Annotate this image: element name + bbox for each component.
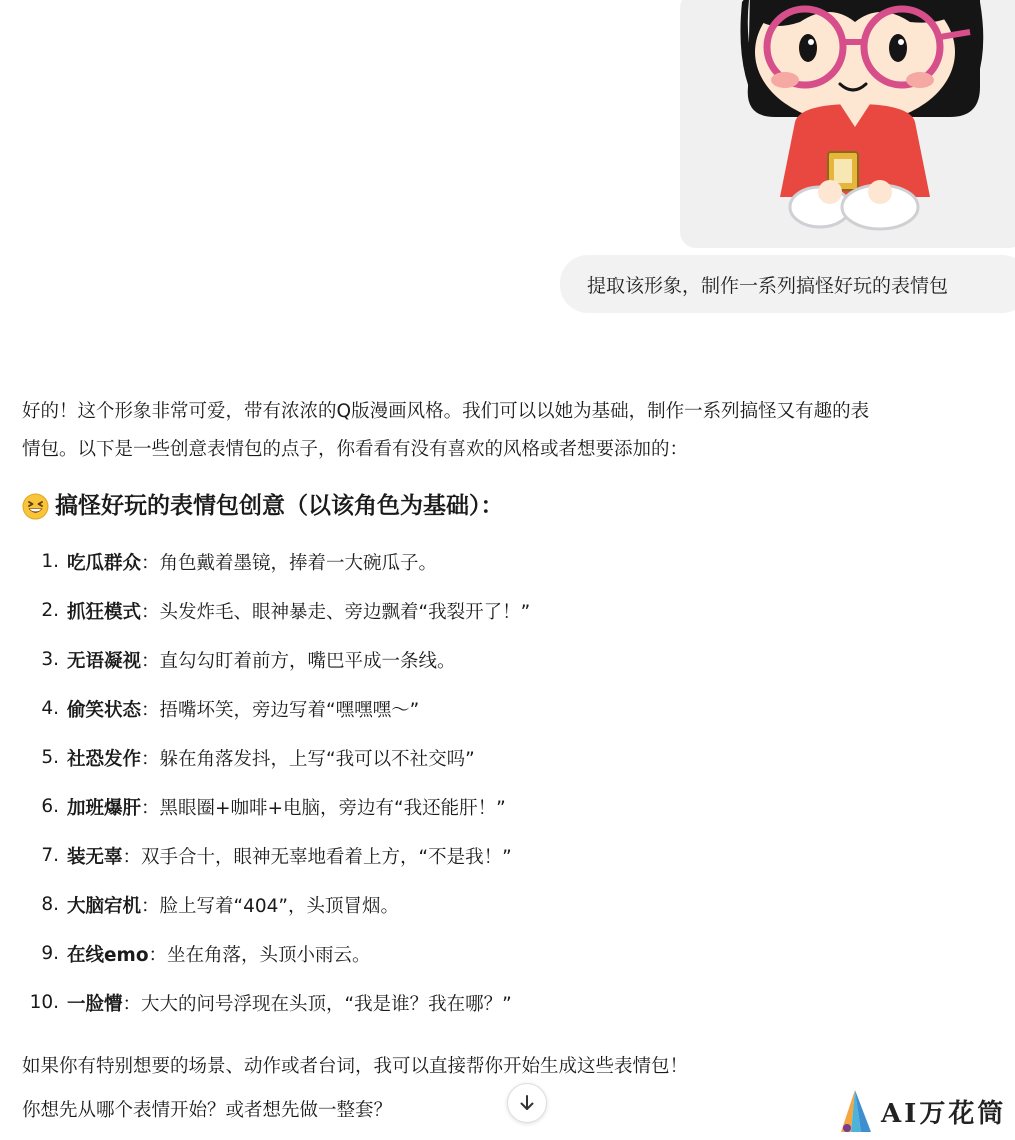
list-item-number: 4. — [41, 698, 59, 719]
cartoon-girl-icon — [680, 0, 1015, 248]
list-item-desc: ：捂嘴坏笑，旁边写着“嘿嘿嘿～” — [141, 699, 420, 721]
list-item-number: 3. — [41, 649, 59, 670]
watermark-logo-icon — [835, 1088, 875, 1134]
list-item-desc: ：大大的问号浮现在头顶，“我是谁？我在哪？” — [122, 993, 512, 1015]
user-message-bubble — [560, 255, 1015, 313]
reply-intro-line-1: 好的！这个形象非常可爱，带有浓浓的Q版漫画风格。我们可以以她为基础，制作一系列搞怪又有趣的表 — [22, 401, 870, 422]
list-item — [22, 537, 1015, 586]
list-item-title: 吃瓜群众 — [67, 552, 142, 574]
assistant-reply — [22, 393, 1015, 1133]
list-item-desc: ：直勾勾盯着前方，嘴巴平成一条线。 — [141, 650, 456, 672]
list-item-title: 一脸懵 — [67, 993, 123, 1015]
list-item-title: 在线emo — [67, 944, 149, 966]
list-item — [22, 635, 1015, 684]
list-item-title: 加班爆肝 — [67, 797, 142, 819]
arrow-down-icon — [517, 1093, 537, 1113]
user-message-text: 提取该形象，制作一系列搞怪好玩的表情包 — [587, 274, 949, 297]
reply-closing-line-1: 如果你有特别想要的场景、动作或者台词，我可以直接帮你开始生成这些表情包！ — [22, 1056, 689, 1077]
list-item-desc: ：黑眼圈+咖啡+电脑，旁边有“我还能肝！” — [141, 797, 506, 819]
watermark-text: AI万花筒 — [881, 1098, 1007, 1129]
list-item-number: 9. — [41, 943, 59, 964]
list-item-number: 5. — [41, 747, 59, 768]
list-item — [22, 880, 1015, 929]
list-item-desc: ：躲在角落发抖，上写“我可以不社交吗” — [141, 748, 475, 770]
list-item-title: 抓狂模式 — [67, 601, 142, 623]
list-item-desc: ：坐在角落，头顶小雨云。 — [148, 944, 371, 966]
uploaded-image[interactable] — [680, 0, 1015, 248]
list-item-number: 2. — [41, 600, 59, 621]
list-item — [22, 978, 1015, 1027]
watermark — [835, 1086, 1010, 1136]
section-heading — [22, 489, 1015, 523]
reply-intro-line-2: 情包。以下是一些创意表情包的点子，你看看有没有喜欢的风格或者想要添加的： — [22, 439, 689, 460]
reply-closing-line-2: 你想先从哪个表情开始？或者想先做一整套？ — [22, 1100, 393, 1121]
list-item-number: 6. — [41, 796, 59, 817]
list-item-title: 大脑宕机 — [67, 895, 142, 917]
list-item — [22, 684, 1015, 733]
list-item-desc: ：双手合十，眼神无辜地看着上方，“不是我！” — [122, 846, 512, 868]
list-item-number: 8. — [41, 894, 59, 915]
list-item — [22, 782, 1015, 831]
list-item — [22, 929, 1015, 978]
grinning-squinting-face-emoji-icon — [22, 493, 49, 520]
list-item-desc: ：脸上写着“404”，头顶冒烟。 — [141, 895, 399, 917]
idea-list — [22, 537, 1015, 1027]
list-item — [22, 733, 1015, 782]
list-item — [22, 586, 1015, 635]
scroll-down-button[interactable] — [507, 1083, 547, 1123]
list-item-title: 社恐发作 — [67, 748, 142, 770]
list-item-desc: ：头发炸毛、眼神暴走、旁边飘着“我裂开了！” — [141, 601, 531, 623]
list-item-title: 无语凝视 — [67, 650, 142, 672]
list-item-title: 装无辜 — [67, 846, 123, 868]
list-item-number: 7. — [41, 845, 59, 866]
list-item-desc: ：角色戴着墨镜，捧着一大碗瓜子。 — [141, 552, 438, 574]
list-item-number: 10. — [29, 992, 59, 1013]
list-item — [22, 831, 1015, 880]
list-item-number: 1. — [41, 551, 59, 572]
section-heading-text: 搞怪好玩的表情包创意（以该角色为基础）： — [55, 493, 504, 519]
list-item-title: 偷笑状态 — [67, 699, 142, 721]
reply-intro — [22, 393, 1015, 469]
